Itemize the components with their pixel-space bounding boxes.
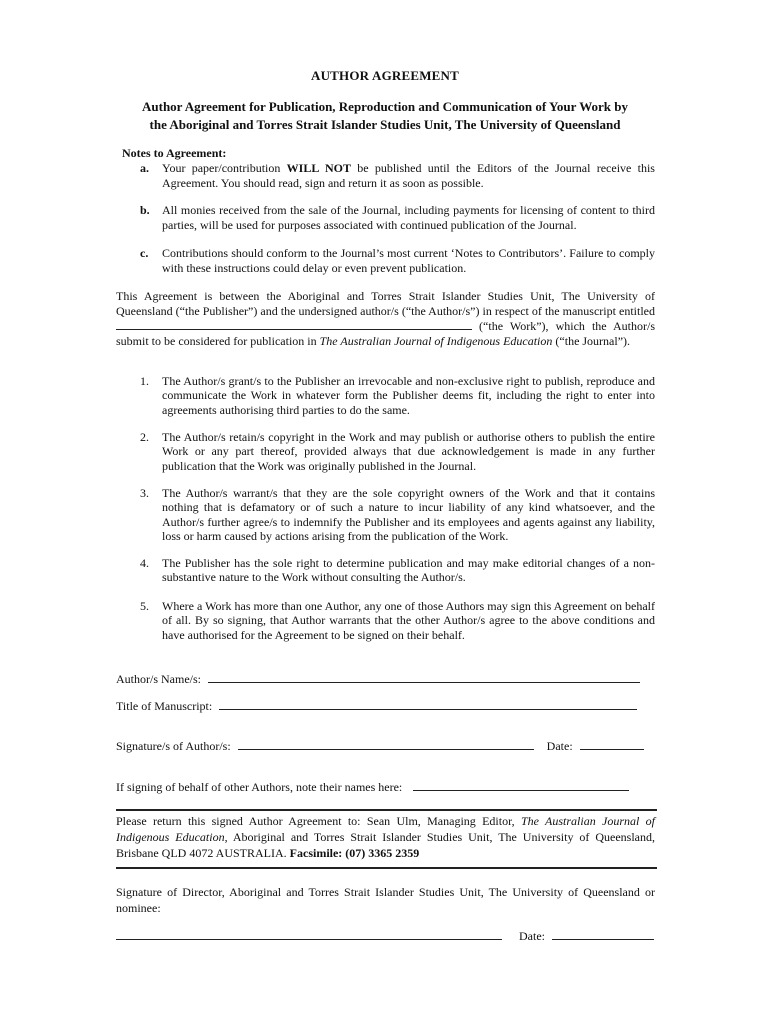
agreement-intro: This Agreement is between the Aboriginal and Torres Strait Islander Studies Unit, The University of Queensland (“the Publisher”) and the undersigned author/s (“the Author/s”) in respect of the manuscript entitled (“the Work”), which the Author/s submit to be considered for publication in The Australian Journal of Indigenous Education (“the Journal”). bbox=[116, 289, 655, 348]
clause-number: 3. bbox=[140, 486, 149, 500]
clause-text: The Author/s warrant/s that they are the sole copyright owners of the Work and that it contains nothing that is defamatory or of such a nature to incur liability of any kind whatsoever, and the Author/s further agree/s to indemnify the Publisher and its employees and agents against any liability, loss or harm caused by actions arising from the publication of the Work. bbox=[162, 486, 655, 543]
signature-field[interactable] bbox=[238, 738, 534, 750]
date-field[interactable] bbox=[580, 738, 644, 750]
return-instructions: Please return this signed Author Agreement to: Sean Ulm, Managing Editor, The Australian Journal of Indigenous Education, Aboriginal and Torres Strait Islander Studies Unit, The University of Queensland, Brisbane QLD 4072 AUSTRALIA. Facsimile: (07) 3365 2359 bbox=[116, 814, 656, 860]
signature-row bbox=[116, 738, 644, 753]
note-text: All monies received from the sale of the Journal, including payments for licensing of content to third parties, will be used for purposes associated with continued publication of the Journal. bbox=[162, 203, 655, 232]
authors-name-field[interactable] bbox=[208, 671, 640, 683]
clause-2 bbox=[140, 430, 655, 473]
note-b bbox=[140, 203, 655, 233]
director-signature-field[interactable] bbox=[116, 928, 502, 940]
subtitle-line-2: the Aboriginal and Torres Strait Islander Studies Unit, The University of Queensland bbox=[149, 117, 621, 132]
clause-number: 1. bbox=[140, 374, 149, 388]
signature-label: Signature/s of Author/s: bbox=[116, 739, 231, 753]
note-a bbox=[140, 161, 655, 191]
director-signature-row bbox=[116, 928, 654, 943]
manuscript-title-row bbox=[116, 698, 637, 713]
clause-text: Where a Work has more than one Author, any one of those Authors may sign this Agreement on behalf of all. By so signing, that Author warrants that the other Author/s agree to the above conditions and have authorised for the Agreement to be signed on their behalf. bbox=[162, 599, 655, 642]
date-label: Date: bbox=[546, 739, 573, 753]
clause-4 bbox=[140, 556, 655, 585]
clause-text: The Author/s retain/s copyright in the Work and may publish or authorise others to publish the entire Work or any part thereof, provided always that due acknowledgement is made in any further publication that the Work was originally published in the Journal. bbox=[162, 430, 655, 473]
clause-number: 2. bbox=[140, 430, 149, 444]
authors-name-row bbox=[116, 671, 640, 686]
clause-number: 5. bbox=[140, 599, 149, 613]
director-date-label: Date: bbox=[519, 929, 545, 943]
divider-top bbox=[116, 809, 657, 811]
divider-bottom bbox=[116, 867, 657, 869]
note-label: a. bbox=[140, 161, 149, 175]
document-subtitle bbox=[110, 98, 660, 134]
clause-text: The Publisher has the sole right to determine publication and may make editorial changes of a non-substantive nature to the Work without consulting the Author/s. bbox=[162, 556, 655, 585]
note-text: Contributions should conform to the Journal’s most current ‘Notes to Contributors’. Failure to comply with these instructions could delay or even prevent publication. bbox=[162, 246, 655, 275]
clause-1 bbox=[140, 374, 655, 417]
clause-5 bbox=[140, 599, 655, 642]
document-title: AUTHOR AGREEMENT bbox=[310, 68, 460, 83]
notes-heading: Notes to Agreement: bbox=[122, 146, 227, 160]
director-signature-text: Signature of Director, Aboriginal and Torres Strait Islander Studies Unit, The University of Queensland or nominee: bbox=[116, 885, 655, 915]
subtitle-line-1: Author Agreement for Publication, Reproduction and Communication of Your Work by bbox=[142, 99, 628, 114]
note-text: Your paper/contribution WILL NOT be published until the Editors of the Journal receive this Agreement. You should read, sign and return it as soon as possible. bbox=[162, 161, 655, 190]
clause-text: The Author/s grant/s to the Publisher an irrevocable and non-exclusive right to publish, reproduce and communicate the Work in whatever form the Publisher deems fit, including the right to enter into agreements authorising third parties to do the same. bbox=[162, 374, 655, 417]
note-label: c. bbox=[140, 246, 149, 260]
note-label: b. bbox=[140, 203, 150, 217]
on-behalf-row bbox=[116, 779, 629, 794]
manuscript-title-field[interactable] bbox=[219, 698, 637, 710]
director-date-field[interactable] bbox=[552, 928, 654, 940]
note-c bbox=[140, 246, 655, 276]
manuscript-title-label: Title of Manuscript: bbox=[116, 699, 213, 713]
clause-number: 4. bbox=[140, 556, 149, 570]
authors-name-label: Author/s Name/s: bbox=[116, 672, 201, 686]
manuscript-title-blank[interactable] bbox=[116, 318, 472, 330]
clause-3 bbox=[140, 486, 655, 543]
on-behalf-names-field[interactable] bbox=[413, 779, 629, 791]
on-behalf-label: If signing of behalf of other Authors, note their names here: bbox=[116, 780, 403, 794]
